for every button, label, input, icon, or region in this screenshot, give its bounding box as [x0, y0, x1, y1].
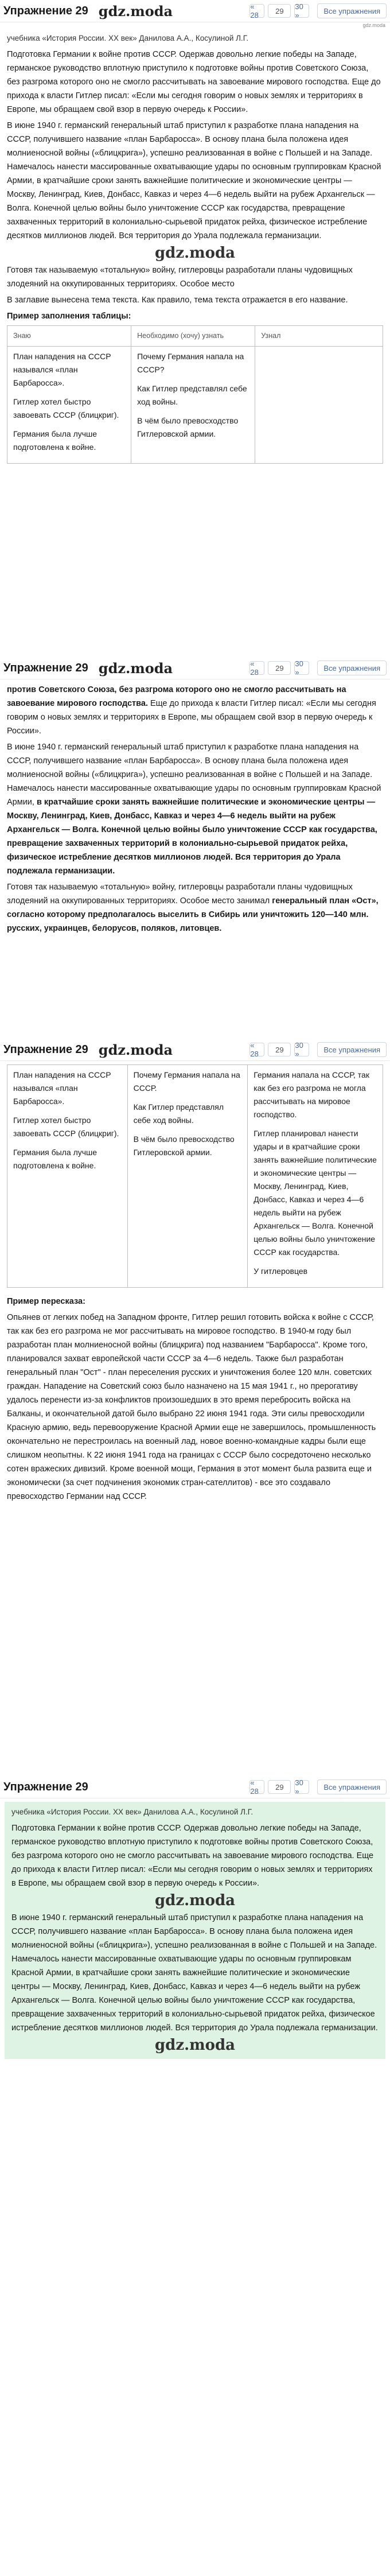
column-header: Знаю: [7, 326, 131, 347]
highlighted-text: , согласно которому предполагалось выселить в Сибирь или уничтожить 120—140 млн. русских, украинцев, белорусов, поляков, литовцев.: [7, 896, 379, 933]
table-caption: Пример заполнения таблицы:: [7, 312, 131, 321]
table-cell: [248, 1065, 383, 1288]
example-label: Пример пересказа:: [7, 1297, 85, 1306]
cell-text: Германия напала на СССР, так как без его разгрома не могла рассчитывать на мировое господство.: [253, 1070, 369, 1119]
site-watermark: gdz.moda: [98, 1041, 173, 1058]
highlighted-text: в кратчайшие сроки занять важнейшие политические и экономические центры — Москву, Ленинград, Киев, Донбасс, Кавказ и через 4—6 недель выйти на рубеж Архангельск — Волга. Конечной целью войны было уничтожение СССР как государства,: [7, 798, 377, 834]
paragraph: Готовя так называемую «тотальную» войну, гитлеровцы разработали планы чудовищных злодеяний на оккупированных территориях. Особое место: [7, 266, 353, 289]
exercise-title: Упражнение 29: [3, 4, 88, 17]
prev-page-button[interactable]: « 28: [249, 1780, 264, 1794]
page-number: 29: [268, 1043, 291, 1056]
highlighted-text: генеральный план «Ост»: [272, 896, 376, 906]
highlighted-text: превращение захваченных территорий в колониально-сырьевой придаток рейха, физическое истребление десятков миллионов людей. Вся территория до Урала подлежала германизации.: [7, 839, 348, 876]
exercise-header: [0, 0, 390, 22]
table-header-row: [7, 326, 383, 347]
all-exercises-button[interactable]: Все упражнения: [317, 1042, 387, 1057]
site-watermark: gdz.moda: [98, 659, 173, 677]
paragraph-text: Еще до прихода к власти Гитлер писал: «Если мы сегодня говорим о новых землях и территориях в Европе, мы обращаем свой взор в первую очередь к России».: [7, 699, 376, 736]
next-page-button[interactable]: 30 »: [294, 1043, 309, 1056]
page-number: 29: [268, 1780, 291, 1794]
table-row: [7, 1065, 383, 1288]
exercise-block-2: [0, 657, 390, 1036]
pager: [249, 1042, 387, 1057]
exercise-block-4: [0, 1776, 390, 2574]
column-header: Необходимо (хочу) узнать: [131, 326, 255, 347]
cell-text: Почему Германия напала на СССР?: [137, 352, 244, 374]
cell-text: Гитлер хотел быстро завоевать СССР (блицкриг).: [13, 397, 119, 419]
site-watermark: gdz.moda: [98, 2, 173, 20]
pager: [249, 3, 387, 18]
next-page-button[interactable]: 30 »: [294, 1780, 309, 1794]
prev-page-button[interactable]: « 28: [249, 661, 264, 675]
exercise-title: Упражнение 29: [3, 661, 88, 674]
exercise-header: [0, 1776, 390, 1798]
exercise-header: [0, 657, 390, 679]
textbook-source: учебника «История России. XX век» Данилова А.А., Косулиной Л.Г.: [7, 34, 249, 42]
highlighted-text: против Советского Союза, без разгрома которого оно не смогло рассчитывать на завоевание мирового господства.: [7, 685, 346, 708]
table-cell: [255, 347, 383, 464]
next-page-button[interactable]: 30 »: [294, 661, 309, 675]
paragraph: Подготовка Германии к войне против СССР. Одержав довольно легкие победы на Западе, германское руководство вплотную приступило к подготовке войны против Советского Союза, без разгрома которого оно не смогло рассчитывать на завоевание мирового господства. Еще до прихода к власти Гитлер писал: «Если мы сегодня говорим о новых землях и территориях в Европе, мы обращаем свой взор в первую очередь к России».: [7, 50, 381, 114]
table-row: [7, 347, 383, 464]
exercise-title: Упражнение 29: [3, 1043, 88, 1056]
prev-page-button[interactable]: « 28: [249, 1043, 264, 1056]
textbook-source: учебника «История России. XX век» Данилова А.А., Косулиной Л.Г.: [11, 1808, 253, 1816]
site-watermark: gdz.moda: [154, 2037, 236, 2054]
page-number: 29: [268, 4, 291, 18]
cell-text: Германия была лучше подготовлена к войне.: [13, 1148, 98, 1170]
cell-text: План нападения на СССР назывался «план Барбаросса».: [13, 352, 111, 387]
column-header: Узнал: [255, 326, 383, 347]
pager: [249, 660, 387, 675]
next-page-button[interactable]: 30 »: [294, 4, 309, 18]
table-cell: [7, 347, 131, 464]
all-exercises-button[interactable]: Все упражнения: [317, 3, 387, 18]
retelling-text: Опьянев от легких побед на Западном фронте, Гитлер решил готовить войска к войне с СССР, так как без его разгрома не мог рассчитывать на мировое господство. В 1940-м году был разработан план молниеносной войны (блицкрига) под названием "Барбаросса". Кроме того, планировался захват европейской части СССР за 4—6 недель. Также был разработан генеральный план "Ост" - план переселения русских и уничтожения более 120 млн. советских граждан. Нападение на Советский союз было назначено на 15 мая 1941 г., но прерогативу удалось перенести из-за конфликтов произошедших в это время перебросить войска на Балканы, и окончательной датой было выбрано 22 июня 1941 года. Эти силы превосходили Красную армию, ведь перевооружение Красной Армии еще не завершилось, промышленность окончательно не перестроилась на военный лад, новое военно-командные кадры были еще слишком неопытны. К 22 июня 1941 года на границах с СССР было сосредоточено несколько сотен вражеских дивизий. Кроме военной мощи, Германия в этот момент была развита еще и экономически (за счет подчинения экономик стран-сателлитов) - все это создавало превосходство Германии над СССР.: [7, 1313, 376, 1501]
paragraph: В июне 1940 г. германский генеральный штаб приступил к разработке плана нападения на СССР, получившего название «план Барбаросса». В основу плана была положена идея молниеносной войны («блицкрига»), успешно реализованная в войне с Польшей и на Западе. Намечалось нанести массированные охватывающие удары по основным группировкам Красной Армии, в кратчайшие сроки занять важнейшие политические и экономические центры — Москву, Ленинград, Киев, Донбасс, Кавказ и через 4—6 недель выйти на рубеж Архангельск — Волга. Конечной целью войны было уничтожение СССР как государства, превращение захваченных территорий в колониально-сырьевой придаток рейха, физическое истребление десятков миллионов людей. Вся территория до Урала подлежала германизации.: [11, 1913, 378, 2033]
kwl-table: [7, 1064, 383, 1288]
paragraph-text: В июне 1940 г. германский генеральный штаб приступил к разработке плана нападения на СССР, получившего название «план Барбаросса». В основу плана была положена идея молниеносной войны («блицкрига»), успешно реализованная в войне с Польшей и на Западе. Намечалось нанести массированные охватывающие удары по основным группировкам Красной Армии,: [7, 743, 381, 807]
table-cell: [127, 1065, 248, 1288]
paragraph: В заглавие вынесена тема текста. Как правило, тема текста отражается в его название.: [7, 296, 348, 305]
cell-text: В чём было превосходство Гитлеровской армии.: [133, 1134, 235, 1157]
cell-text: Германия была лучше подготовлена к войне.: [13, 429, 98, 452]
prev-page-button[interactable]: « 28: [249, 4, 264, 18]
cell-text: Гитлер планировал нанести удары и в кратчайшие сроки занять важнейшие политические и экономические центры — Москву, Ленинград, Киев, Донбасс, Кавказ и через 4—6 недель выйти на рубеж Архангельск — Волга. Конечной целью войны было уничтожение СССР как государства.: [253, 1129, 377, 1257]
cell-text: Почему Германия напала на СССР.: [133, 1070, 240, 1093]
kwl-table: [7, 325, 383, 464]
table-cell: [131, 347, 255, 464]
pager: [249, 1780, 387, 1794]
answer-panel: [5, 1802, 385, 2059]
exercise-block-1: [0, 0, 390, 654]
cell-text: Как Гитлер представлял себе ход войны.: [133, 1102, 224, 1125]
site-watermark: gdz.moda: [154, 1892, 236, 1909]
exercise-block-3: [0, 1039, 390, 1773]
paragraph: В июне 1940 г. германский генеральный штаб приступил к разработке плана нападения на СССР, получившего название «план Барбаросса». В основу плана была положена идея молниеносной войны («блицкрига»), успешно реализованная в войне с Польшей и на Западе. Намечалось нанести массированные охватывающие удары по основным группировкам Красной Армии, в кратчайшие сроки занять важнейшие политические и экономические центры — Москву, Ленинград, Киев, Донбасс, Кавказ и через 4—6 недель выйти на рубеж Архангельск — Волга. Конечной целью войны было уничтожение СССР как государства, превращение захваченных территорий в колониально-сырьевой придаток рейха, физическое истребление десятков миллионов людей. Вся территория до Урала подлежала германизации.: [7, 121, 381, 240]
paragraph: Подготовка Германии к войне против СССР. Одержав довольно легкие победы на Западе, германское руководство вплотную приступило к подготовке войны против Советского Союза, без разгрома которого оно не смогло рассчитывать на завоевание мирового господства. Еще до прихода к власти Гитлер писал: «Если мы сегодня говорим о новых землях и территориях в Европе, мы обращаем свой взор в первую очередь к России».: [11, 1824, 374, 1888]
cell-text: Как Гитлер представлял себе ход войны.: [137, 384, 247, 406]
all-exercises-button[interactable]: Все упражнения: [317, 1780, 387, 1794]
cell-text: В чём было превосходство Гитлеровской армии.: [137, 416, 239, 438]
cell-text: План нападения на СССР назывался «план Барбаросса».: [13, 1070, 111, 1106]
cell-text: У гитлеровцев: [253, 1266, 308, 1276]
cell-text: Гитлер хотел быстро завоевать СССР (блицкриг).: [13, 1116, 119, 1138]
table-cell: [7, 1065, 128, 1288]
exercise-title: Упражнение 29: [3, 1780, 88, 1793]
page-number: 29: [268, 661, 291, 675]
site-watermark: gdz.moda: [154, 244, 236, 262]
small-watermark: gdz.moda: [362, 22, 385, 28]
all-exercises-button[interactable]: Все упражнения: [317, 660, 387, 675]
paragraph-text: Готовя так называемую «тотальную» войну, гитлеровцы разработали планы чудовищных злодеяний на оккупированных территориях. Особое место занимал: [7, 883, 353, 906]
exercise-header: [0, 1039, 390, 1061]
